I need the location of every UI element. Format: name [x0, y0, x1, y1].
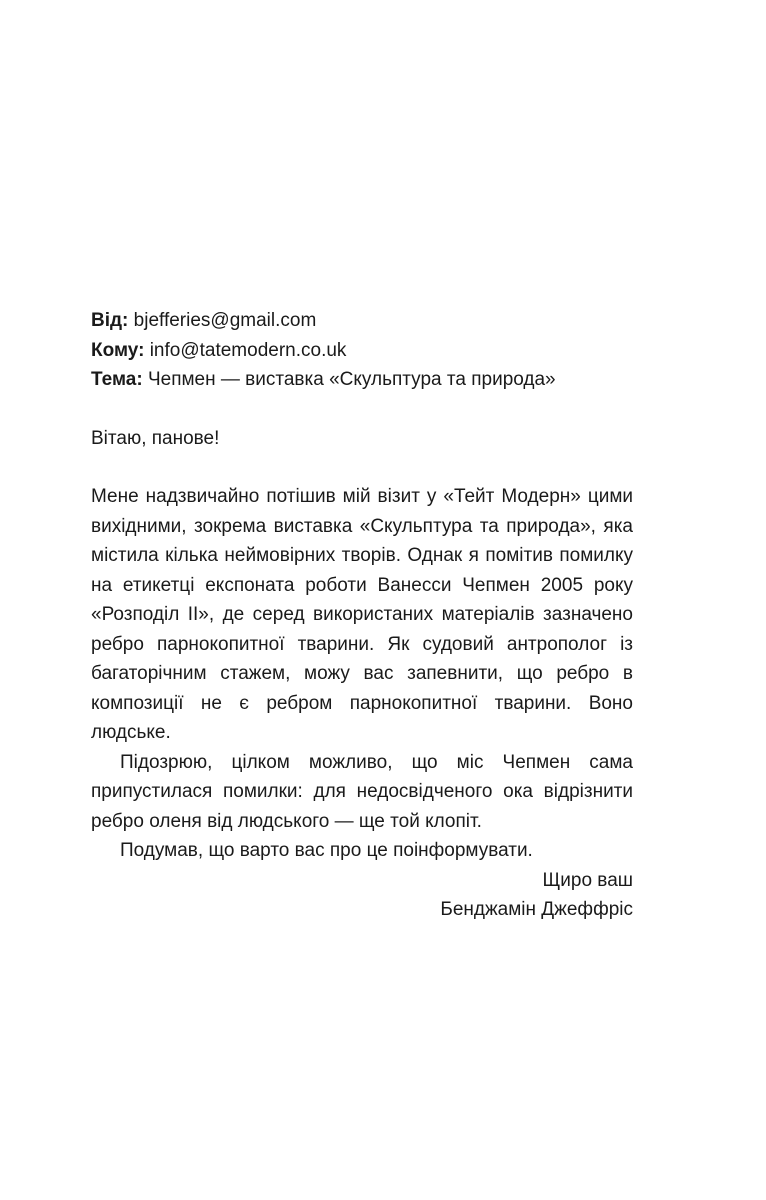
- from-line: [91, 306, 633, 336]
- signature: Бенджамін Джеффріс: [440, 899, 633, 920]
- from-label: Від:: [91, 310, 129, 331]
- from-value: bjefferies@gmail.com: [133, 310, 317, 331]
- subject-line: [91, 365, 633, 395]
- letter-page: [91, 306, 633, 925]
- subject-value: Чепмен — виставка «Скульптура та природа»: [147, 369, 556, 390]
- to-line: [91, 336, 633, 366]
- greeting: Вітаю, панове!: [91, 427, 220, 449]
- paragraph-3: Подумав, що варто вас про це поінформувати.: [120, 840, 533, 861]
- closing: Щиро ваш: [542, 869, 633, 891]
- to-value: info@tatemodern.co.uk: [149, 339, 347, 361]
- paragraph-1: Мене надзвичайно потішив мій візит у «Тейт Модерн» цими вихідними, зокрема виставка «Скульптура та природа», яка містила кілька неймовірних творів. Однак я помітив помилку на етикетці експоната роботи Ванесси Чепмен 2005 року «Розподіл ІІ», де серед використаних матеріалів зазначено ребро парнокопитної тварини. Як судовий антрополог із багаторічним стажем, можу вас запевнити, що ребро в композиції не є ребром парнокопитної тварини. Воно людське.: [91, 486, 633, 743]
- subject-label: Тема:: [91, 369, 143, 390]
- to-label: Кому:: [91, 339, 145, 361]
- paragraph-2: Підозрюю, цілком можливо, що міс Чепмен сама припустилася помилки: для недосвідченого ока відрізнити ребро оленя від людського — ще той клопіт.: [91, 751, 633, 832]
